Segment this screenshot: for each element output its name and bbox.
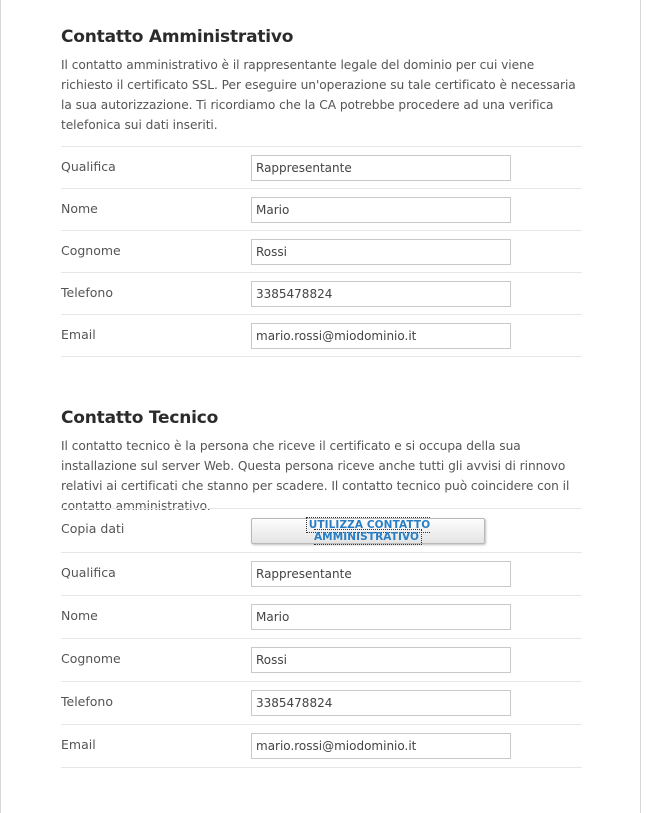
tech-telefono-input[interactable] bbox=[251, 690, 511, 716]
field-label: Email bbox=[61, 327, 96, 342]
admin-contact-description: Il contatto amministrativo è il rappresentante legale del dominio per cui viene richiesto il certificato SSL. Per eseguire un'operazione su tale certificato è necessaria la sua autorizzazione. Ti ricordiamo che la CA potrebbe procedere ad una verifica telefonica sui dati inseriti. bbox=[61, 58, 576, 132]
form-row-nome bbox=[61, 595, 582, 638]
form-row-qualifica bbox=[61, 552, 582, 595]
field-label: Nome bbox=[61, 201, 98, 216]
tech-contact-section bbox=[61, 407, 582, 752]
field-label: Cognome bbox=[61, 651, 121, 666]
admin-contact-title: Contatto Amministrativo bbox=[61, 27, 294, 47]
form-row-nome bbox=[61, 188, 582, 230]
admin-nome-input[interactable] bbox=[251, 197, 511, 223]
field-label: Qualifica bbox=[61, 159, 116, 174]
tech-contact-description: Il contatto tecnico è la persona che riceve il certificato e si occupa della sua installazione sul server Web. Questa persona riceve anche tutti gli avvisi di rinnovo relativi ai certificati che stanno per scadere. Il contatto tecnico può coincidere con il contatto amministrativo. bbox=[61, 439, 570, 513]
form-row-telefono bbox=[61, 681, 582, 724]
use-admin-contact-button[interactable] bbox=[251, 518, 485, 544]
form-row-email bbox=[61, 314, 582, 357]
tech-nome-input[interactable] bbox=[251, 604, 511, 630]
admin-qualifica-input[interactable] bbox=[251, 155, 511, 181]
field-label: Telefono bbox=[61, 285, 113, 300]
tech-cognome-input[interactable] bbox=[251, 647, 511, 673]
use-admin-contact-button-label: UTILIZZA CONTATTO AMMINISTRATIVO bbox=[306, 517, 430, 545]
field-label: Email bbox=[61, 737, 96, 752]
tech-contact-form bbox=[61, 508, 582, 768]
admin-cognome-input[interactable] bbox=[251, 239, 511, 265]
tech-qualifica-input[interactable] bbox=[251, 561, 511, 587]
form-row-cognome bbox=[61, 230, 582, 272]
admin-telefono-input[interactable] bbox=[251, 281, 511, 307]
field-label: Copia dati bbox=[61, 521, 125, 536]
admin-contact-section bbox=[61, 26, 582, 342]
form-row-cognome bbox=[61, 638, 582, 681]
field-label: Telefono bbox=[61, 694, 113, 709]
form-row-email bbox=[61, 724, 582, 768]
admin-email-input[interactable] bbox=[251, 323, 511, 349]
field-label: Nome bbox=[61, 608, 98, 623]
form-row-telefono bbox=[61, 272, 582, 314]
tech-email-input[interactable] bbox=[251, 733, 511, 759]
field-label: Qualifica bbox=[61, 565, 116, 580]
admin-contact-form bbox=[61, 146, 582, 357]
field-label: Cognome bbox=[61, 243, 121, 258]
form-row-qualifica bbox=[61, 146, 582, 188]
form-row-copia-dati bbox=[61, 508, 582, 552]
tech-contact-title: Contatto Tecnico bbox=[61, 408, 219, 428]
